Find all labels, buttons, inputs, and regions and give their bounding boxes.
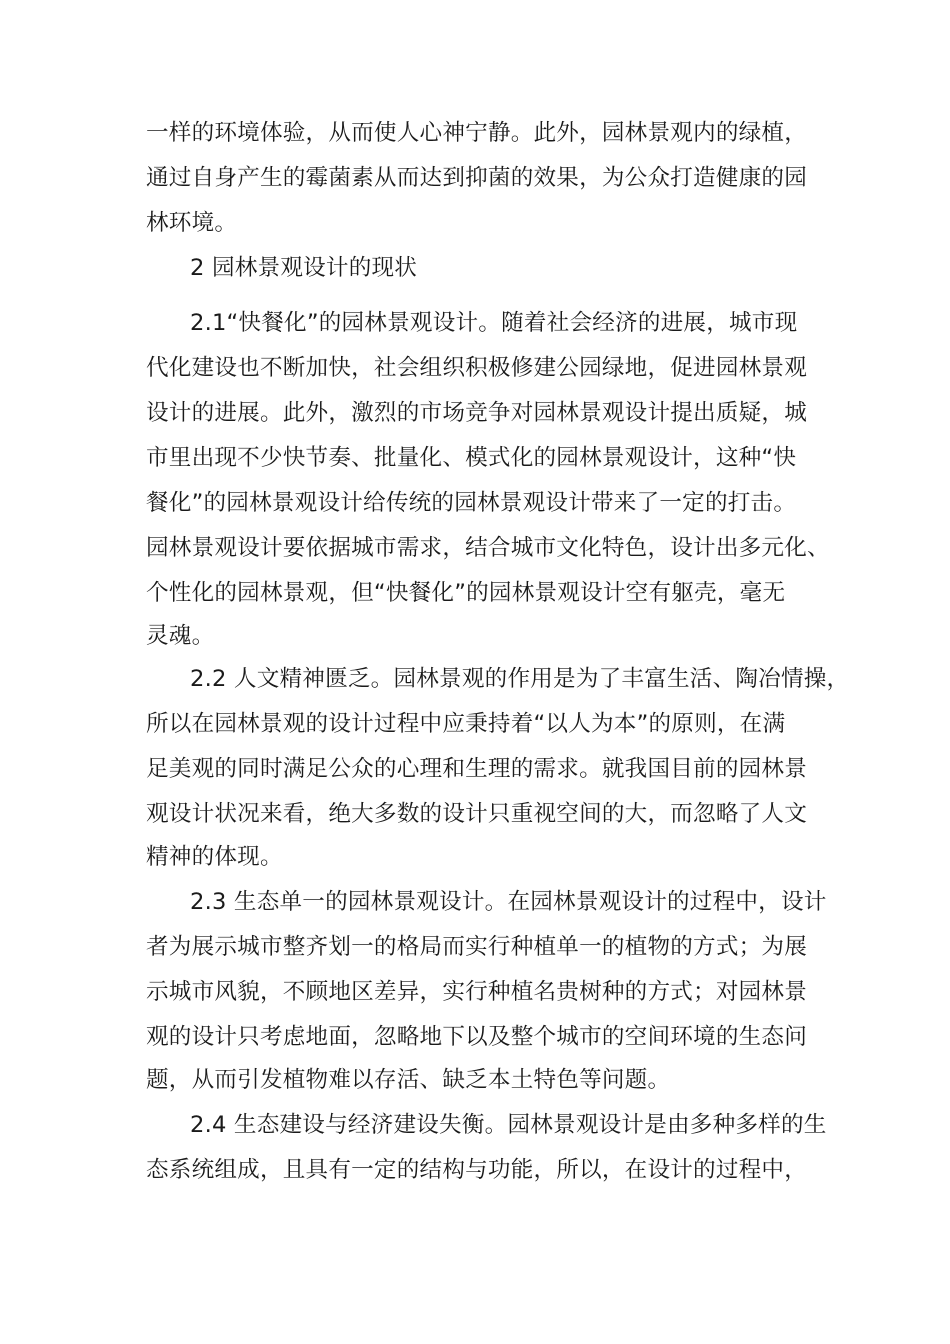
text-line: 2.4 生态建设与经济建设失衡。园林景观设计是由多种多样的生 [190, 1112, 827, 1138]
text-line: 林环境。 [146, 210, 238, 236]
text-line: 园林景观设计要依据城市需求，结合城市文化特色，设计出多元化、 [146, 535, 830, 561]
text-line: 题，从而引发植物难以存活、缺乏本土特色等问题。 [146, 1067, 671, 1093]
text-line: 代化建设也不断加快，社会组织积极修建公园绿地，促进园林景观 [146, 355, 808, 381]
text-line: 者为展示城市整齐划一的格局而实行种植单一的植物的方式；为展 [146, 934, 808, 960]
section-heading: 2 园林景观设计的现状 [190, 255, 418, 281]
text-line: 灵魂。 [146, 623, 215, 649]
text-line: 精神的体现。 [146, 844, 283, 870]
text-line: 一样的环境体验，从而使人心神宁静。此外，园林景观内的绿植， [146, 120, 808, 146]
text-line: 观的设计只考虑地面，忽略地下以及整个城市的空间环境的生态问 [146, 1024, 808, 1050]
text-line: 2.2 人文精神匮乏。园林景观的作用是为了丰富生活、陶冶情操， [190, 666, 850, 692]
text-line: 足美观的同时满足公众的心理和生理的需求。就我国目前的园林景 [146, 756, 808, 782]
text-line: 餐化”的园林景观设计给传统的园林景观设计带来了一定的打击。 [146, 490, 797, 516]
text-line: 态系统组成，且具有一定的结构与功能，所以，在设计的过程中， [146, 1157, 808, 1183]
text-line: 所以在园林景观的设计过程中应秉持着“以人为本”的原则，在满 [146, 711, 786, 737]
text-line: 观设计状况来看，绝大多数的设计只重视空间的大，而忽略了人文 [146, 801, 808, 827]
text-line: 通过自身产生的霉菌素从而达到抑菌的效果，为公众打造健康的园 [146, 165, 808, 191]
text-line: 市里出现不少快节奏、批量化、模式化的园林景观设计，这种“快 [146, 445, 797, 471]
text-line: 示城市风貌，不顾地区差异，实行种植名贵树种的方式；对园林景 [146, 979, 808, 1005]
text-line: 2.1“快餐化”的园林景观设计。随着社会经济的进展，城市现 [190, 310, 798, 336]
text-line: 个性化的园林景观，但“快餐化”的园林景观设计空有躯壳，毫无 [146, 580, 786, 606]
text-line: 设计的进展。此外，激烈的市场竞争对园林景观设计提出质疑，城 [146, 400, 808, 426]
text-line: 2.3 生态单一的园林景观设计。在园林景观设计的过程中，设计 [190, 889, 827, 915]
